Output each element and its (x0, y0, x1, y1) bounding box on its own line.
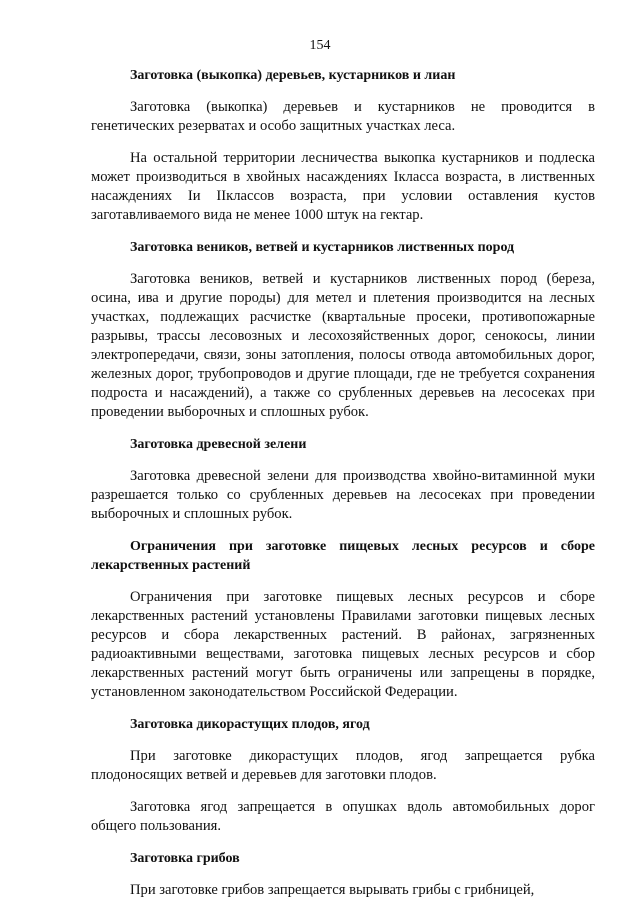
page-number: 154 (309, 38, 331, 53)
section-heading-wood-greenery: Заготовка древесной зелени (130, 437, 307, 452)
section-heading-tree-digging: Заготовка (выкопка) деревьев, кустарников и лиан (130, 68, 456, 83)
paragraph: Заготовка веников, ветвей и кустарников лиственных пород (береза, осина, ива и другие породы) для метел и плетения производится на лесных участках, подлежащих расчистке (квартальные просеки, противопожарные разрывы, трассы лесовозных и лесохозяйственных дорог, сенокосы, линии электропередачи, связи, зоны затопления, полосы отвода автомобильных дорог, железных дорог, трубопроводов и другие площади, где не требуется сохранения подроста и насаждений), а также со срубленных деревьев на лесосеках при проведении выборочных и сплошных рубок. (91, 271, 595, 420)
paragraph: Заготовка (выкопка) деревьев и кустарников не проводится в генетических резерватах и особо защитных участках леса. (91, 99, 595, 134)
section-heading-mushrooms: Заготовка грибов (130, 851, 240, 866)
section-heading-food-resources-restrictions: Ограничения при заготовке пищевых лесных ресурсов и сборе лекарственных растений (91, 539, 595, 573)
paragraph: Ограничения при заготовке пищевых лесных ресурсов и сборе лекарственных растений установлены Правилами заготовки пищевых лесных ресурсов и сбора лекарственных растений. В районах, загрязненных радиоактивными веществами, заготовка пищевых лесных ресурсов и сбор лекарственных растений могут быть ограничены или запрещены в порядке, установленном законодательством Российской Федерации. (91, 589, 595, 700)
paragraph: При заготовке грибов запрещается вырывать грибы с грибницей, (130, 882, 535, 898)
paragraph: При заготовке дикорастущих плодов, ягод запрещается рубка плодоносящих ветвей и деревьев для заготовки плодов. (91, 748, 595, 783)
paragraph: На остальной территории лесничества выкопка кустарников и подлеска может производиться в хвойных насаждениях Iкласса возраста, в лиственных насаждениях Iи IIклассов возраста, при условии оставления кустов заготавливаемого вида не менее 1000 штук на гектар. (91, 150, 595, 223)
document-body (91, 66, 595, 913)
section-heading-wild-fruits-berries: Заготовка дикорастущих плодов, ягод (130, 717, 370, 732)
section-heading-brooms-branches: Заготовка веников, ветвей и кустарников лиственных пород (130, 240, 515, 255)
paragraph: Заготовка древесной зелени для производства хвойно-витаминной муки разрешается только со срубленных деревьев на лесосеках при проведении выборочных и сплошных рубок. (91, 468, 595, 522)
paragraph: Заготовка ягод запрещается в опушках вдоль автомобильных дорог общего пользования. (91, 799, 595, 834)
